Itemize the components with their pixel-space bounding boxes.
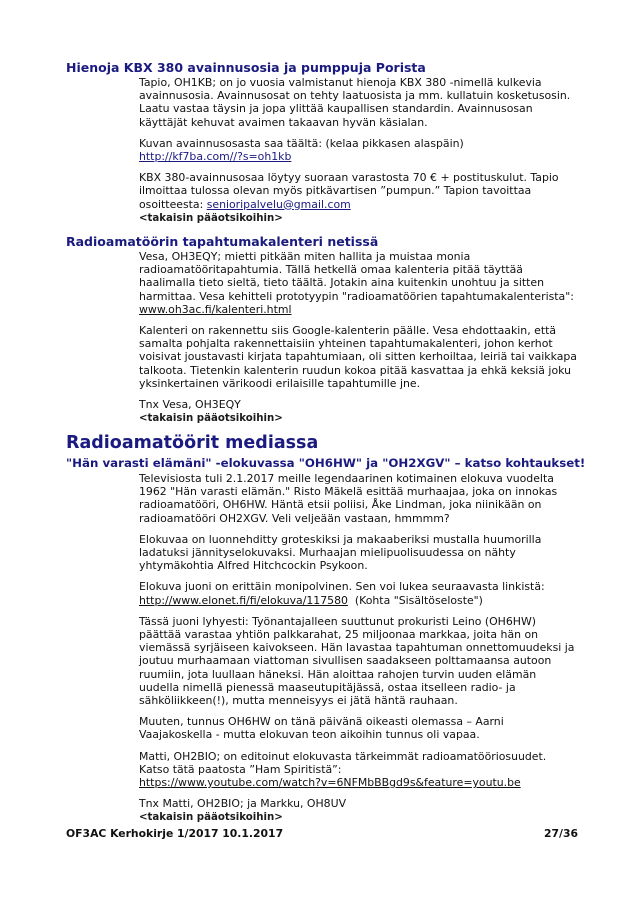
section-body-kbx380 <box>139 76 579 233</box>
paragraph <box>139 137 579 150</box>
paragraph-text: Matti, OH2BIO; on editoinut elokuvasta tärkeimmät radioamatööriosuudet. Katso tätä paatosta ”Ham Spiritistä”: <box>139 749 547 776</box>
section-body-calendar <box>139 250 579 433</box>
paragraph-text: Kuvan avainnusosasta saa täältä: (kelaa pikkasen alaspäin) <box>139 136 464 150</box>
paragraph: Tnx Vesa, OH3EQY <box>139 398 241 412</box>
section-body-media <box>139 472 579 833</box>
elonet-link[interactable]: http://www.elonet.fi/fi/elokuva/117580 <box>139 593 348 607</box>
paragraph-text: Elokuva juoni on erittäin monipolvinen. Sen voi lukea seuraavasta linkistä: <box>139 580 545 594</box>
paragraph: Tapio, OH1KB; on jo vuosia valmistanut hienoja KBX 380 -nimellä kulkevia avainnusosia. Avainnusosat on tehty laatuosista ja mm. kullatuin kosketusosin. Laatu vastaa täysin ja jopa ylittää kaupallisen standardin. Avainnusosan käyttäjät kehuvat avaimen takaavan hyvän käsialan. <box>139 76 571 129</box>
back-to-headlines-link[interactable]: <takaisin pääotsikoihin> <box>139 812 283 824</box>
paragraph: Televisiosta tuli 2.1.2017 meille legendaarinen kotimainen elokuva vuodelta 1962 "Hän varasti elämän." Risto Mäkelä esittää murhaajaa, joka on innokas radioamatööri, OH6HW. Häntä etsii poliisi, Åke Lindman, joka niinikään on radioamatööri OH2XGV. Veli veljeään vastaan, hmmmm? <box>139 472 558 525</box>
calendar-link[interactable]: www.oh3ac.fi/kalenteri.html <box>139 302 292 316</box>
paragraph <box>139 171 579 211</box>
paragraph <box>139 580 579 606</box>
paragraph-text: KBX 380-avainnusosaa löytyy suoraan varastosta 70 € + postituskulut. Tapio ilmoittaa tulossa olevan myös pitkävartisen ”pumpun.” Tapion tavoittaa osoitteesta: <box>139 171 559 211</box>
back-to-headlines-link[interactable]: <takaisin pääotsikoihin> <box>139 212 283 224</box>
back-to-headlines-link[interactable]: <takaisin pääotsikoihin> <box>139 413 283 425</box>
paragraph: Tässä juoni lyhyesti: Työnantajalleen suuttunut prokuristi Leino (OH6HW) päättää varastaa yhtiön palkkarahat, 25 miljoonaa markkaa, joita hän on viemässä syrjäiseen kaivokseen. Hän lavastaa tapahtuman onnettomuudeksi ja joutuu murhaamaan viattoman sivullisen saadakseen polttamaansa autoon ruumiin, jota luullaan häneksi. Hän aloittaa rahojen turvin uuden elämän uudella nimellä pienessä maaseutupitäjässä, ostaa itselleen radio- ja sähköliikkeen(!), mutta menneisyys ei jätä häntä rauhaan. <box>139 614 575 708</box>
paragraph-text: (Kohta "Sisältöseloste") <box>354 593 483 607</box>
article-subtitle: "Hän varasti elämäni" -elokuvassa "OH6HW" ja "OH2XGV" – katso kohtaukset! <box>66 456 586 470</box>
section-heading-kbx380: Hienoja KBX 380 avainnusosia ja pumppuja Porista <box>66 60 426 75</box>
paragraph <box>139 411 579 425</box>
paragraph: Vesa, OH3EQY; mietti pitkään miten hallita ja muistaa monia radioamatööritapahtumia. Tällä hetkellä omaa kalenteria pitää täyttää haalimalla tieto sieltä, tieto täältä. Jotakin aina kuitenkin unohtuu ja sitten harmittaa. Vesa kehitteli prototyypin "radioamatöörien tapahtumakalenterista": <box>139 250 574 303</box>
paragraph: Muuten, tunnus OH6HW on tänä päivänä oikeasti olemassa – Aarni Vaajakoskella - mutta elokuvan teon aikoihin tunnus oli vapaa. <box>139 715 504 742</box>
paragraph <box>139 810 579 824</box>
kf7ba-link[interactable]: http://kf7ba.com//?s=oh1kb <box>139 150 292 164</box>
paragraph: Tnx Matti, OH2BIO; ja Markku, OH8UV <box>139 797 347 811</box>
page-number: 27/36 <box>544 827 578 840</box>
email-link[interactable]: senioripalvelu@gmail.com <box>206 197 351 211</box>
section-heading-calendar: Radioamatöörin tapahtumakalenteri netissä <box>66 234 379 249</box>
youtube-link[interactable]: https://www.youtube.com/watch?v=6NFMbBBgd9s&feature=youtu.be <box>139 776 521 790</box>
footer-left: OF3AC Kerhokirje 1/2017 10.1.2017 <box>66 827 284 840</box>
section-heading-media: Radioamatöörit mediassa <box>66 433 319 453</box>
paragraph <box>139 750 579 790</box>
paragraph <box>139 303 579 316</box>
paragraph: Elokuvaa on luonnehditty groteskiksi ja makaaberiksi mustalla huumorilla ladatuksi jännityselokuvaksi. Murhaajan mielipuolisuudessa on nähty yhtymäkohtia Alfred Hitchcockin Psykoon. <box>139 532 542 573</box>
paragraph <box>139 211 579 225</box>
paragraph <box>139 150 579 163</box>
paragraph: Kalenteri on rakennettu siis Google-kalenterin päälle. Vesa ehdottaakin, että samalta pohjalta rakennettaisiin yhteinen tapahtumakalenteri, johon kerhot voisivat joustavasti kirjata tapahtumiaan, oli sitten kerhoiltaa, leiriä tai vaikkapa talkoota. Tietenkin kalenterin ruudun kokoa pitää kasvattaa ja ehkä keksiä joku yksinkertainen värikoodi erilaisille tapahtumille jne. <box>139 324 577 390</box>
